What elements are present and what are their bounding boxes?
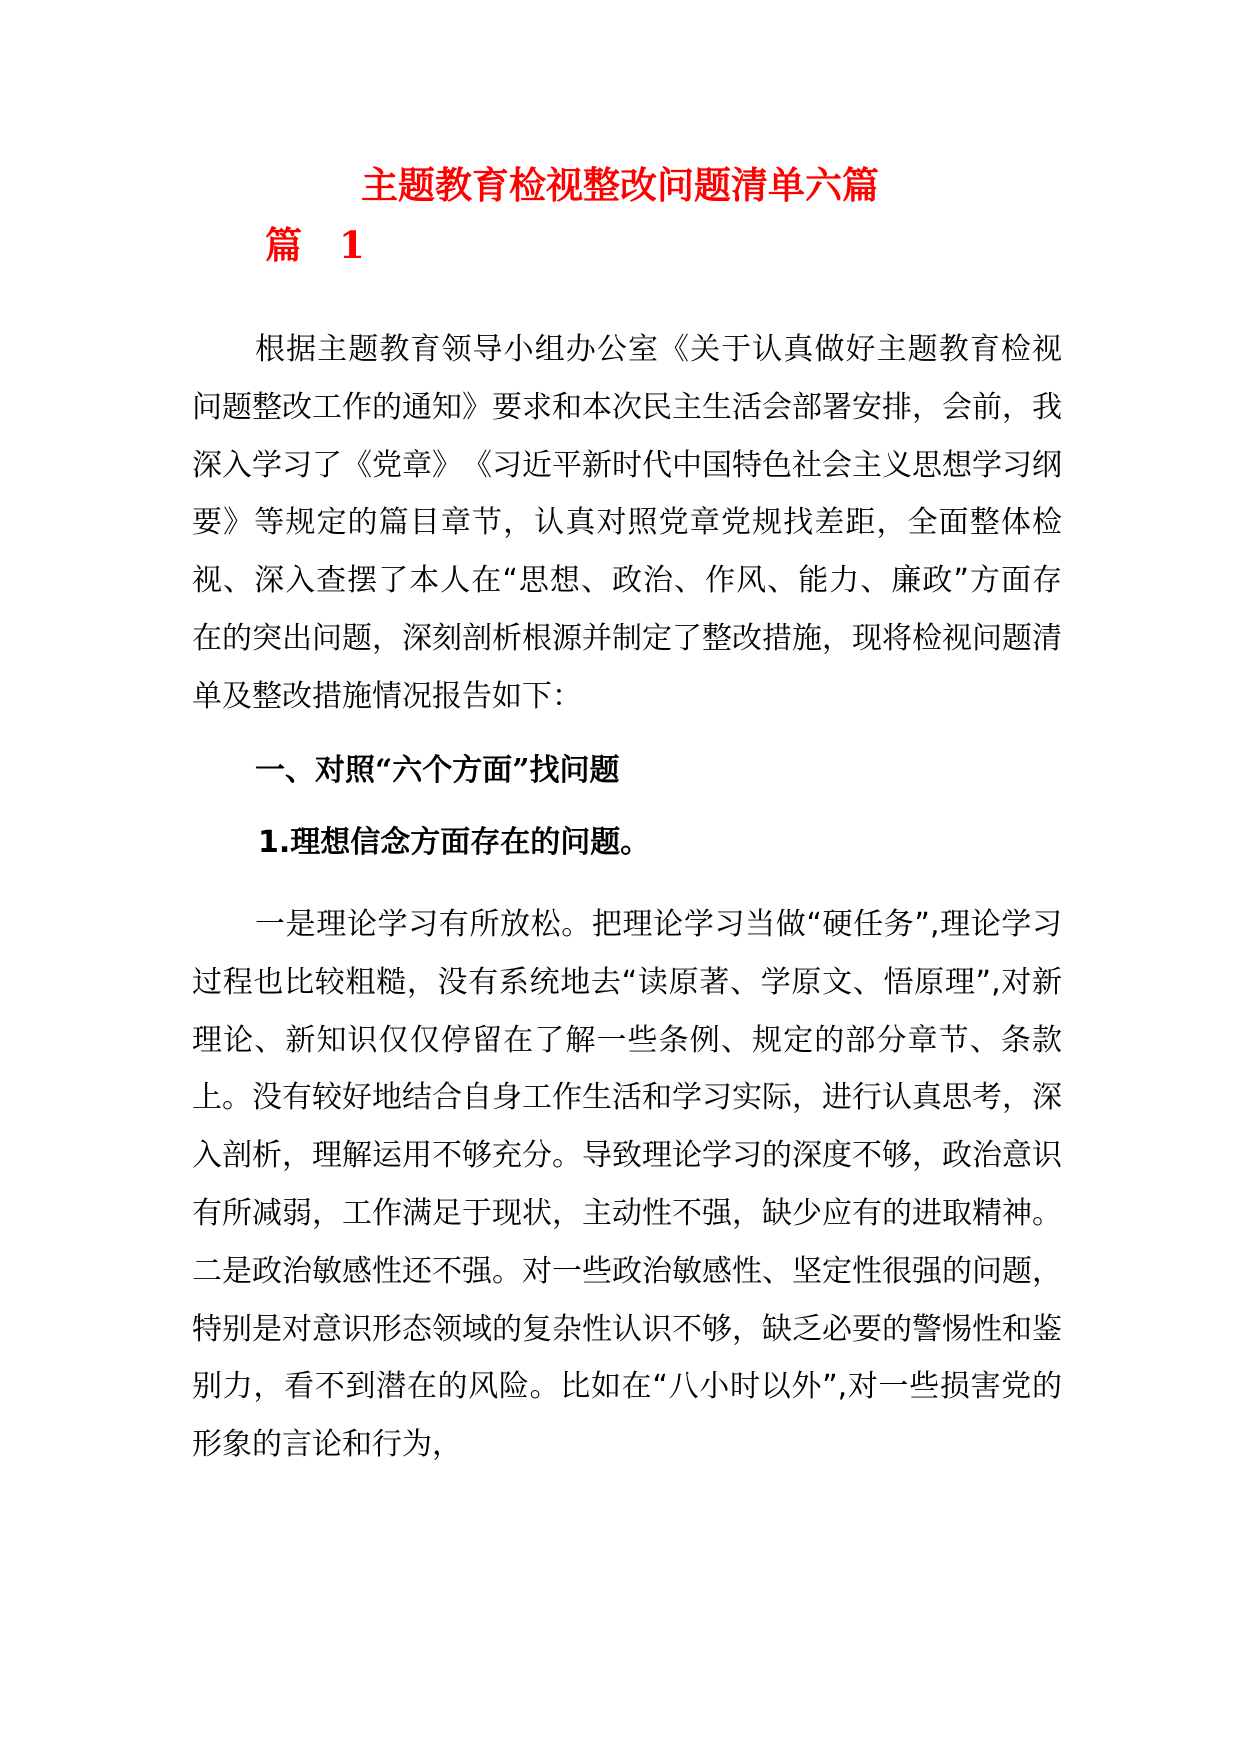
sub-heading: 1.理想信念方面存在的问题。 [258,825,651,860]
document-subtitle: 篇 1 [265,223,365,267]
detail-paragraph: 一是理论学习有所放松。把理论学习当做“硬任务”,理论学习过程也比较粗糙，没有系统地去“读原著、学原文、悟原理”,对新理论、新知识仅仅停留在了解一些条例、规定的部分章节、条款上。没有较好地结合自身工作生活和学习实际，进行认真思考，深入剖析，理解运用不够充分。导致理论学习的深度不够，政治意识有所减弱，工作满足于现状，主动性不强，缺少应有的进取精神。二是政治敏感性还不强。对一些政治敏感性、坚定性很强的问题，特别是对意识形态领域的复杂性认识不够，缺乏必要的警惕性和鉴别力，看不到潜在的风险。比如在“八小时以外”,对一些损害党的形象的言论和行为， [192,907,1062,1463]
document-title: 主题教育检视整改问题清单六篇 [361,163,879,207]
intro-paragraph: 根据主题教育领导小组办公室《关于认真做好主题教育检视问题整改工作的通知》要求和本次民主生活会部署安排，会前，我深入学习了《党章》 《习近平新时代中国特色社会主义思想学习纲要》等规定的篇目章节，认真对照党章党规找差距，全面整体检视、深入查摆了本人在“思想、政治、作风、能力、廉政”方面存在的突出问题，深刻剖析根源并制定了整改措施，现将检视问题清单及整改措施情况报告如下： [192,332,1062,714]
section-heading: 一、对照“六个方面”找问题 [255,753,620,788]
